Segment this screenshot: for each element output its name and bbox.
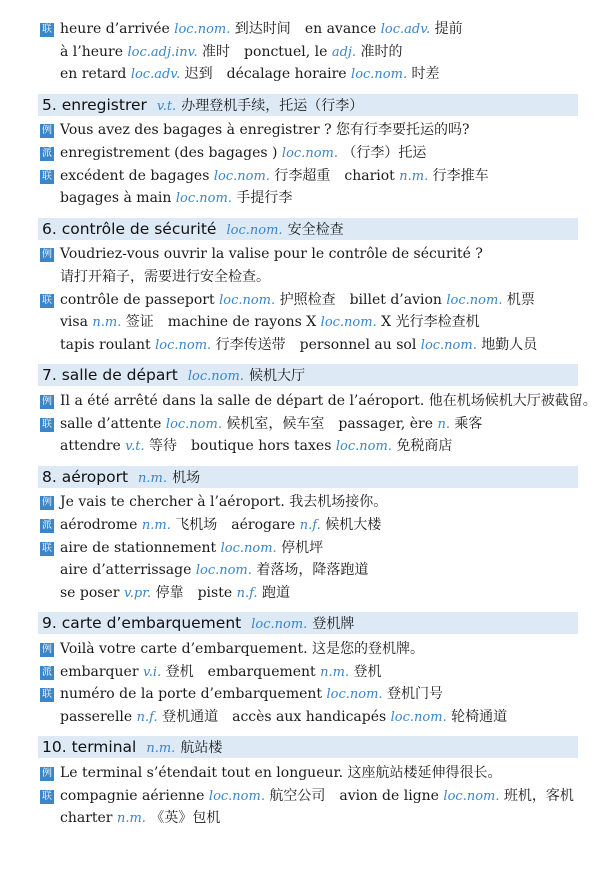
french-term: heure d’arrivée — [60, 21, 175, 37]
part-of-speech: n.m. — [141, 518, 171, 533]
french-term: embarquement — [207, 663, 321, 680]
chinese-term: 护照检查 — [275, 291, 336, 308]
part-of-speech: n.m. — [399, 168, 429, 184]
example-sentence — [40, 243, 605, 265]
chinese-term: 着落场，降落跑道 — [251, 562, 369, 579]
part-of-speech: loc.nom. — [174, 22, 231, 37]
french-term: aire d’atterrissage — [60, 562, 196, 579]
chinese-term: 航空公司 — [264, 787, 326, 804]
part-of-speech: n.f. — [236, 585, 258, 601]
part-of-speech: loc.nom. — [155, 337, 212, 353]
vocab-line — [60, 706, 605, 728]
french-term: compagnie aérienne — [60, 787, 209, 804]
part-of-speech: loc.nom. — [220, 540, 277, 556]
french-term: personnel au sol — [299, 336, 421, 353]
part-of-speech: loc.nom. — [281, 146, 338, 161]
chinese-term: 签证 — [121, 314, 154, 331]
part-of-speech: loc.nom. — [420, 337, 477, 353]
entry-translation: 办理登机手续，托运（行李） — [181, 97, 364, 114]
french-term: en retard — [60, 66, 131, 83]
chinese-term: 轮椅通道 — [446, 708, 508, 725]
vocab-line — [60, 435, 605, 457]
chinese-term: 班机，客机 — [499, 787, 574, 804]
example-tag: 例 — [42, 768, 52, 779]
part-of-speech: v.pr. — [123, 585, 152, 601]
french-term: bagages à main — [60, 190, 176, 207]
french-term: chariot — [344, 167, 400, 184]
part-of-speech: v.i. — [142, 664, 162, 680]
part-of-speech: loc.adj.inv. — [127, 44, 198, 60]
french-term: contrôle de passeport — [60, 291, 220, 308]
part-of-speech: loc.nom. — [443, 788, 500, 804]
french-term: numéro de la porte d’embarquement — [60, 686, 327, 703]
chinese-term: 免税商店 — [391, 438, 453, 455]
entry-heading — [38, 612, 578, 634]
part-of-speech: loc.nom. — [226, 222, 283, 238]
related-tag: 联 — [42, 170, 52, 182]
french-term: avion de ligne — [339, 787, 444, 804]
french-term: machine de rayons X — [167, 314, 321, 331]
chinese-term: 《英》包机 — [145, 810, 221, 827]
vocab-line — [60, 807, 605, 829]
example-sentence — [40, 119, 605, 141]
example-tag: 例 — [42, 497, 52, 509]
chinese-term: 登机 — [161, 663, 194, 680]
related-tag: 联 — [42, 790, 52, 802]
related-tag: 联 — [42, 294, 52, 306]
chinese-term: 行李超重 — [269, 167, 331, 184]
part-of-speech: loc.nom. — [351, 67, 408, 83]
chinese-term: 准时的 — [356, 43, 403, 60]
entry-heading — [38, 94, 578, 116]
related-tag: 联 — [42, 24, 52, 35]
example-sentence — [40, 638, 605, 660]
sentence-text: Voilà votre carte d’embarquement. 这是您的登机牌。 — [60, 641, 424, 657]
entry-translation: 候机大厅 — [249, 368, 305, 385]
part-of-speech: n.f. — [136, 709, 158, 725]
part-of-speech: loc.nom. — [219, 292, 276, 308]
part-of-speech: loc.nom. — [390, 709, 447, 725]
french-term: excédent de bagages — [60, 167, 214, 184]
sentence-text: 请打开箱子，需要进行安全检查。 — [60, 269, 270, 285]
part-of-speech: n.m. — [92, 315, 122, 331]
vocab-line — [60, 41, 605, 63]
chinese-term: 行李推车 — [428, 167, 489, 184]
french-term: enregistrement (des bagages ) — [60, 145, 282, 161]
french-term: attendre — [60, 438, 126, 455]
sentence-text: Je vais te chercher à l’aéroport. 我去机场接你。 — [60, 494, 388, 511]
chinese-term: 候机大楼 — [320, 517, 382, 533]
vocab-line — [60, 187, 605, 209]
part-of-speech: n.f. — [299, 518, 321, 533]
chinese-term: 等待 — [144, 438, 178, 455]
related-tag: 联 — [42, 418, 52, 430]
part-of-speech: loc.nom. — [195, 563, 252, 579]
part-of-speech: loc.adv. — [130, 67, 181, 83]
entry-heading — [38, 364, 578, 386]
entry-heading — [38, 466, 578, 488]
french-term: aérogare — [231, 517, 300, 533]
related-tag: 联 — [42, 689, 52, 701]
vocab-line — [40, 413, 605, 435]
part-of-speech: loc.nom. — [213, 168, 270, 184]
entry-heading — [38, 218, 578, 240]
french-term: salle d’attente — [60, 415, 166, 432]
chinese-term: 乘客 — [449, 415, 483, 432]
vocab-line — [40, 661, 605, 683]
part-of-speech: loc.nom. — [326, 687, 383, 703]
chinese-term: 候机室，候车室 — [221, 415, 325, 432]
chinese-term: 机票 — [502, 291, 535, 308]
french-term: aire de stationnement — [60, 539, 221, 556]
part-of-speech: n.m. — [116, 811, 146, 827]
part-of-speech: loc.nom. — [446, 292, 503, 308]
french-term: décalage horaire — [226, 66, 352, 83]
chinese-term: （行李）托运 — [337, 145, 427, 161]
vocab-line — [60, 63, 605, 85]
chinese-term: 停机坪 — [276, 539, 324, 556]
example-tag: 例 — [42, 644, 52, 655]
chinese-term: 行李传送带 — [211, 336, 286, 353]
vocab-line — [60, 559, 605, 581]
french-term: embarquer — [60, 663, 143, 680]
chinese-term: 停靠 — [151, 584, 184, 601]
example-tag: 例 — [42, 396, 52, 407]
french-term: à l’heure — [60, 43, 128, 60]
entry-word: 6. contrôle de sécurité — [42, 219, 217, 238]
vocab-line — [40, 683, 605, 705]
part-of-speech: loc.nom. — [251, 617, 308, 633]
vocab-line — [40, 514, 605, 536]
chinese-term: 登机通道 — [157, 708, 219, 725]
french-term: passager, ère — [338, 415, 438, 432]
vocab-line — [60, 582, 605, 604]
french-term: ponctuel, le — [244, 43, 332, 60]
chinese-term: 地勤人员 — [476, 336, 538, 353]
chinese-term: 迟到 — [180, 66, 213, 83]
french-term: en avance — [304, 21, 381, 37]
entry-word: 8. aéroport — [42, 467, 129, 486]
part-of-speech: loc.nom. — [187, 369, 244, 385]
derived-tag: 派 — [42, 666, 52, 678]
french-term: visa — [60, 314, 93, 331]
example-sentence — [60, 266, 605, 288]
french-term: boutique hors taxes — [191, 438, 336, 455]
part-of-speech: n.m. — [138, 470, 168, 486]
entry-translation: 航站楼 — [180, 740, 223, 757]
vocab-line — [60, 334, 605, 356]
part-of-speech: loc.nom. — [335, 439, 392, 455]
example-sentence — [40, 762, 605, 784]
part-of-speech: v.t. — [156, 98, 177, 114]
chinese-term: 跑道 — [257, 584, 291, 601]
part-of-speech: loc.nom. — [175, 191, 232, 207]
vocab-line — [60, 311, 605, 333]
entry-translation: 登机牌 — [312, 616, 355, 633]
part-of-speech: loc.nom. — [165, 416, 222, 432]
entry-translation: 机场 — [172, 469, 201, 486]
french-term: piste — [197, 584, 237, 601]
french-term: billet d’avion — [349, 291, 447, 308]
french-term: charter — [60, 810, 117, 827]
chinese-term: 到达时间 — [230, 21, 291, 37]
chinese-term: 准时 — [197, 43, 231, 60]
example-sentence — [40, 491, 605, 513]
sentence-text: Il a été arrêté dans la salle de départ de l’aéroport. 他在机场候机大厅被截留。 — [60, 393, 597, 409]
sentence-text: Voudriez-vous ouvrir la valise pour le contrôle de sécurité ? — [60, 246, 483, 263]
part-of-speech: n. — [437, 416, 450, 432]
chinese-term: 登机门号 — [382, 686, 443, 703]
part-of-speech: loc.adv. — [380, 22, 431, 37]
french-term: passerelle — [60, 708, 137, 725]
vocab-line — [40, 785, 605, 807]
sentence-text: Le terminal s’étendait tout en longueur. 这座航站楼延伸得很长。 — [60, 765, 502, 781]
example-sentence — [40, 390, 605, 412]
derived-tag: 派 — [42, 148, 52, 159]
vocab-line — [40, 537, 605, 559]
french-term: aérodrome — [60, 517, 142, 533]
vocab-line — [40, 165, 605, 187]
vocab-line — [40, 18, 605, 40]
chinese-term: 飞机场 — [170, 517, 218, 533]
french-term: accès aux handicapés — [232, 708, 391, 725]
example-tag: 例 — [42, 249, 52, 261]
part-of-speech: loc.nom. — [320, 315, 377, 331]
chinese-term: 登机 — [349, 663, 382, 680]
chinese-term: 提前 — [430, 21, 463, 37]
vocab-line — [40, 142, 605, 164]
part-of-speech: v.t. — [125, 439, 145, 455]
chinese-term: X 光行李检查机 — [376, 314, 480, 331]
part-of-speech: n.m. — [146, 741, 176, 757]
entry-translation: 安全检查 — [287, 221, 344, 238]
entry-word: 10. terminal — [42, 738, 137, 757]
french-term: se poser — [60, 584, 124, 601]
french-term: tapis roulant — [60, 336, 156, 353]
part-of-speech: adj. — [331, 44, 357, 60]
related-tag: 联 — [42, 542, 52, 554]
entry-word: 9. carte d’embarquement — [42, 614, 242, 633]
part-of-speech: n.m. — [320, 664, 350, 680]
example-tag: 例 — [42, 125, 52, 137]
part-of-speech: loc.nom. — [208, 788, 265, 804]
derived-tag: 派 — [42, 520, 52, 531]
chinese-term: 时差 — [407, 66, 440, 83]
entry-word: 5. enregistrer — [42, 95, 147, 114]
vocab-line — [40, 289, 605, 311]
entry-word: 7. salle de départ — [42, 366, 178, 385]
entry-heading — [38, 736, 578, 758]
chinese-term: 手提行李 — [231, 190, 293, 207]
sentence-text: Vous avez des bagages à enregistrer ? 您有行李要托运的吗? — [60, 122, 470, 139]
